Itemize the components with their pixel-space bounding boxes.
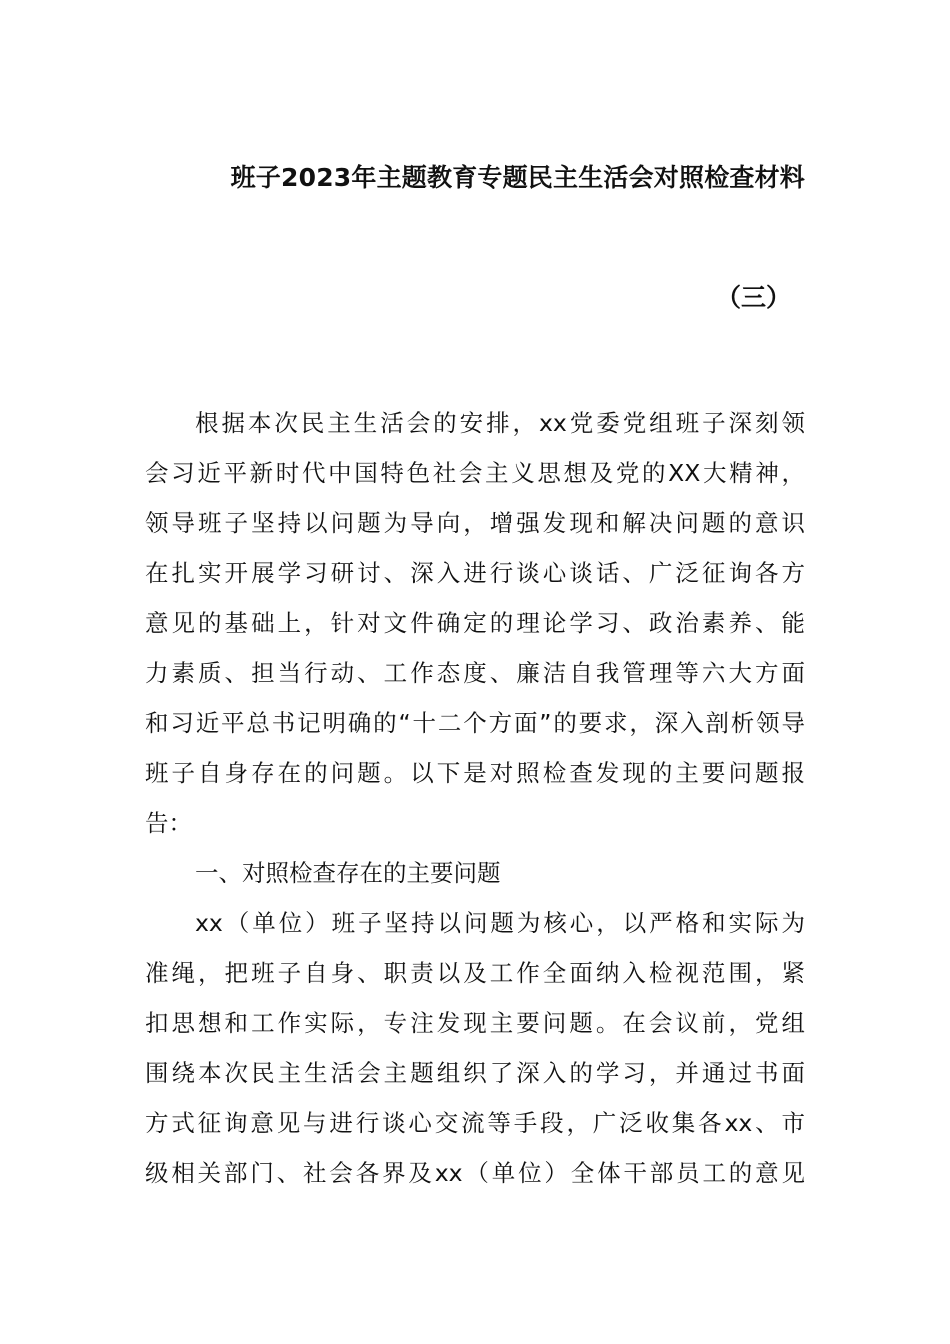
paragraph-line: 在扎实开展学习研讨、深入进行谈心谈话、广泛征询各方 — [145, 559, 805, 587]
paragraph-line: 领导班子坚持以问题为导向，增强发现和解决问题的意识 — [145, 509, 805, 537]
section-heading: 一、对照检查存在的主要问题 — [195, 859, 501, 887]
document-subtitle — [145, 278, 805, 318]
paragraph-line: xx（单位）班子坚持以问题为核心，以严格和实际为 — [195, 909, 805, 937]
paragraph-line: 会习近平新时代中国特色社会主义思想及党的XX大精神， — [145, 459, 805, 487]
paragraph-line: 方式征询意见与进行谈心交流等手段，广泛收集各xx、市 — [145, 1109, 805, 1137]
paragraph-line: 级相关部门、社会各界及xx（单位）全体干部员工的意见 — [145, 1159, 805, 1187]
paragraph-line: 准绳，把班子自身、职责以及工作全面纳入检视范围，紧 — [145, 959, 805, 987]
document-body — [145, 398, 805, 1198]
paragraph-line: 和习近平总书记明确的“十二个方面”的要求，深入剖析领导 — [145, 709, 805, 737]
paragraph-line: 围绕本次民主生活会主题组织了深入的学习，并通过书面 — [145, 1059, 805, 1087]
paragraph-line: 意见的基础上，针对文件确定的理论学习、政治素养、能 — [145, 609, 805, 637]
paragraph-line: 扣思想和工作实际，专注发现主要问题。在会议前，党组 — [145, 1009, 805, 1037]
paragraph-line: 力素质、担当行动、工作态度、廉洁自我管理等六大方面 — [145, 659, 805, 687]
document-title: 班子2023年主题教育专题民主生活会对照检查材料 — [230, 163, 805, 192]
paragraph-line: 班子自身存在的问题。以下是对照检查发现的主要问题报 — [145, 759, 805, 787]
paragraph-line: 告： — [145, 809, 192, 837]
paragraph-line: 根据本次民主生活会的安排，xx党委党组班子深刻领 — [195, 409, 805, 437]
document-subtitle-text: （三） — [715, 283, 791, 312]
